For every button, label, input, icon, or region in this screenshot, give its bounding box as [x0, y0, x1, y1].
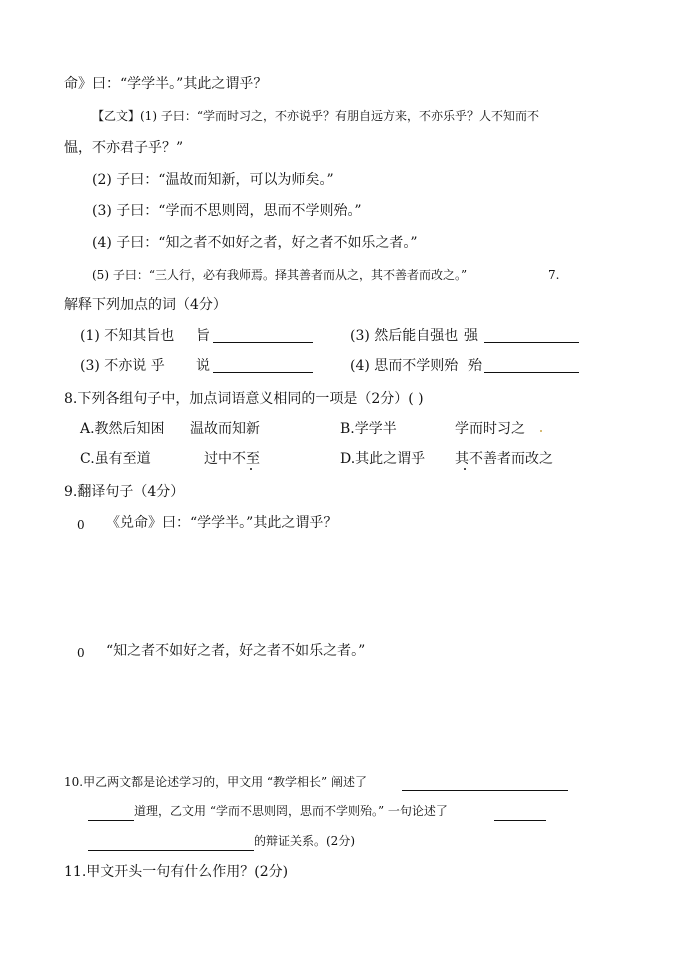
emphasis-dot — [250, 468, 252, 470]
q7-item-3-text: (3) 不亦说 乎 — [80, 358, 165, 374]
q9-item-2-text: “知之者不如好之者，好之者不如乐之者。” — [106, 643, 366, 659]
stray-dot — [540, 430, 542, 432]
q8-option-b-left: B.学学半 — [340, 421, 397, 437]
q10-blank-1 — [402, 776, 568, 791]
emphasis-dot — [464, 468, 466, 470]
q7-item-2-word: 强 — [464, 328, 478, 344]
q7-item-3-blank — [213, 358, 313, 373]
question-7-number: 7. — [548, 268, 560, 282]
question-11-title: 11.甲文开头一句有什么作用？(2分) — [64, 864, 289, 880]
q9-item-2-number: 0 — [77, 646, 85, 660]
q8-option-c-right: 过中不至 — [204, 451, 260, 467]
question-10-line-1: 10.甲乙两文都是论述学习的，甲文用 “教学相长” 阐述了 — [64, 775, 367, 789]
q8-option-b-right: 学而时习之 — [455, 421, 525, 437]
q9-item-1-text: 《兑命》曰：“学学半。”其此之谓乎？ — [106, 515, 338, 531]
text-line-6: (4) 子曰：“知之者不如好之者，好之者不如乐之者。” — [92, 235, 418, 251]
q7-item-2-blank — [484, 328, 579, 343]
q8-option-c-left: C.虽有至道 — [80, 451, 151, 467]
question-7-title: 解释下列加点的词（4分） — [64, 297, 227, 313]
q8-option-a-right: 温故而知新 — [190, 421, 260, 437]
q7-item-4-word: 殆 — [468, 358, 482, 374]
text-line-3: 愠，不亦君子乎？” — [64, 140, 184, 156]
q7-item-4-text: (4) 思而不学则殆 — [350, 358, 459, 374]
question-10-line-3: 的辩证关系。(2分) — [254, 834, 355, 848]
text-line-4: (2) 子曰：“温故而知新，可以为师矣。” — [92, 172, 334, 188]
question-10-line-2: 道理，乙文用 “学而不思则罔，思而不学则殆。” 一句论述了 — [134, 804, 448, 818]
q8-option-a-left: A.教然后知困 — [80, 421, 165, 437]
q10-blank-2 — [88, 806, 134, 821]
q7-item-2-text: (3) 然后能自强也 — [350, 328, 459, 344]
q7-item-3-word: 说 — [196, 358, 210, 374]
q7-item-1-blank — [213, 328, 313, 343]
question-8-title: 8.下列各组句子中，加点词语意义相同的一项是（2分）( ) — [64, 391, 424, 407]
q7-item-1-text: (1) 不知其旨也 — [80, 328, 175, 344]
q10-blank-3 — [494, 806, 546, 821]
q10-blank-4 — [88, 836, 254, 851]
text-line-1: 命》曰：“学学半。”其此之谓乎？ — [64, 76, 268, 92]
text-line-7: (5) 子曰：“三人行，必有我师焉。择其善者而从之，其不善者而改之。” — [92, 268, 468, 282]
q8-option-d-right: 其不善者而改之 — [455, 451, 553, 467]
q9-item-1-number: 0 — [77, 518, 85, 532]
text-line-2: 【乙文】(1) 子曰：“学而时习之，不亦说乎？有朋自远方来，不亦乐乎？人不知而不 — [92, 109, 539, 123]
text-line-5: (3) 子曰：“学而不思则罔，思而不学则殆。” — [92, 203, 362, 219]
q8-option-d-left: D.其此之谓乎 — [340, 451, 426, 467]
question-9-title: 9.翻译句子（4分） — [64, 484, 185, 500]
q7-item-4-blank — [484, 358, 579, 373]
q7-item-1-word: 旨 — [196, 328, 210, 344]
